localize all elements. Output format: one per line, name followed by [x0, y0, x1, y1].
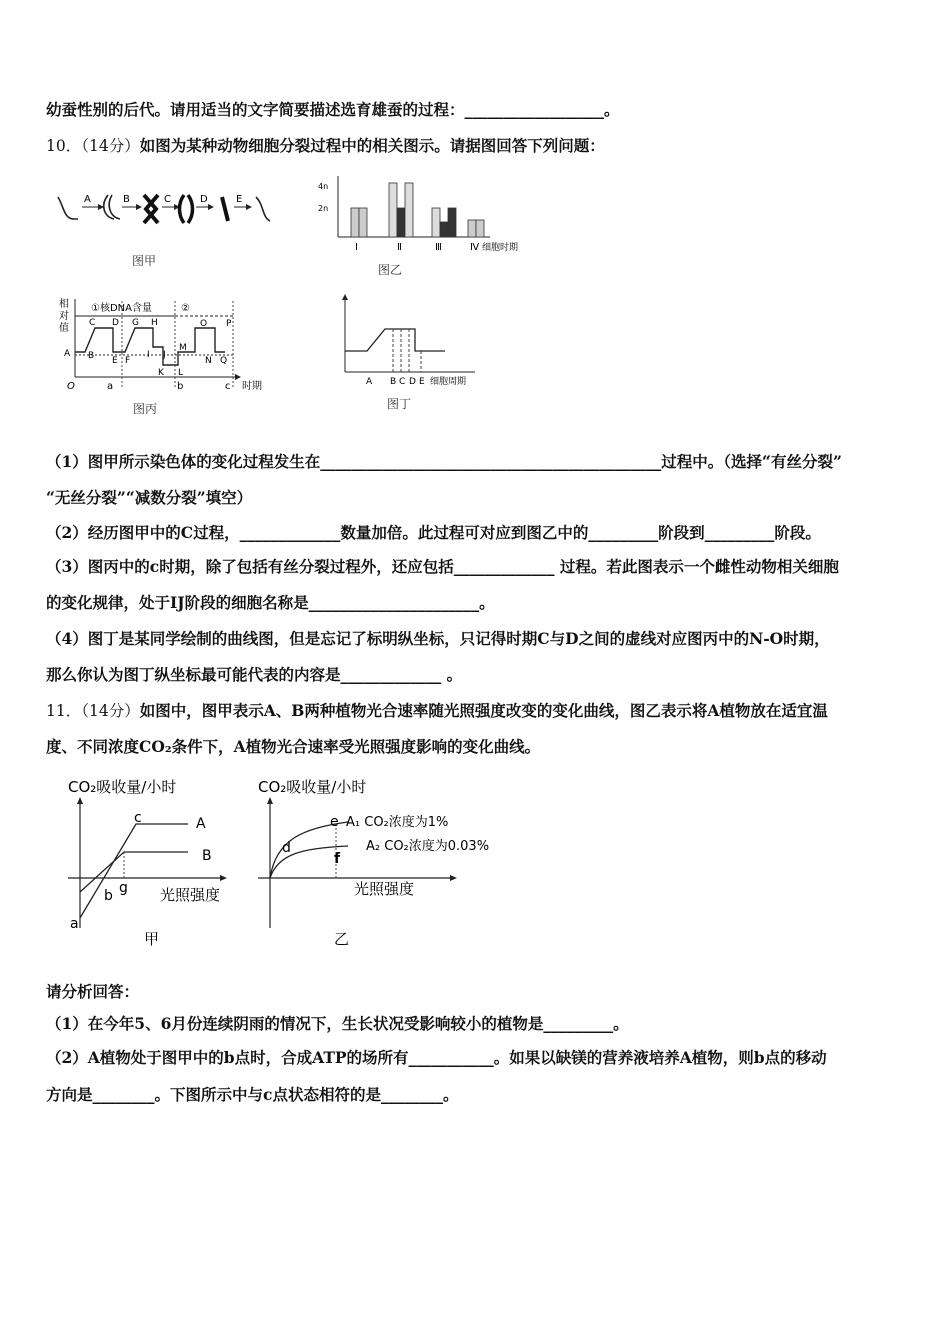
bing-x-o: O [67, 381, 75, 392]
q10-sub4-b: 那么你认为图丁纵坐标最可能代表的内容是_____________ 。 [46, 665, 463, 684]
q11-jia-caption: 甲 [144, 930, 160, 948]
yi-cat-4: Ⅳ [470, 242, 480, 253]
q10-stem: 如图为某种动物细胞分裂过程中的相关图示。请据图回答下列问题： [139, 136, 605, 155]
yi-bar-iii-1 [432, 208, 440, 237]
q10-fig-ding [335, 290, 485, 415]
bing-pt-m: M [179, 343, 187, 353]
bing-pt-h: H [151, 318, 158, 328]
yi-tick-2n: 2n [318, 204, 329, 213]
bing-part1: ①核DNA含量 [91, 303, 152, 314]
bing-pt-a: A [64, 349, 71, 359]
q11-yi-curve1: A₁ CO₂浓度为1% [346, 815, 449, 830]
yi-tick-4n: 4n [318, 182, 329, 191]
q10-score: （14分） [81, 137, 140, 155]
bing-x-b: b [177, 381, 184, 392]
q10-sub1-b: “无丝分裂”“减数分裂”填空） [46, 488, 253, 507]
bing-pt-c: C [89, 318, 96, 328]
yi-bar-iv-1 [468, 220, 476, 237]
q11-yi-y-label: CO₂吸收量/小时 [258, 778, 367, 796]
yi-cat-2: Ⅱ [397, 242, 402, 253]
q10-sub3-a: （3）图丙中的c时期，除了包括有丝分裂过程外，还应包括_____________ 过程。若此图表示一个雌性动物相关细胞 [46, 557, 839, 576]
bing-x-label: 时期 [242, 381, 262, 392]
q11-yi-curve2: A₂ CO₂浓度为0.03% [366, 839, 490, 854]
q11-score: （14分） [81, 702, 140, 720]
q11-yi-pt-f: f [334, 851, 341, 867]
q11-fig-jia [62, 770, 252, 955]
bing-pt-e: E [112, 356, 118, 366]
jia-caption: 图甲 [132, 254, 157, 268]
yi-caption: 图乙 [378, 263, 403, 277]
q11-sub1: （1）在今年5、6月份连续阴雨的情况下，生长状况受影响较小的植物是_________。 [46, 1014, 629, 1033]
yi-bar-iii-3 [448, 208, 456, 237]
bing-y-1: 相 [59, 299, 69, 310]
bing-pt-f: F [125, 356, 131, 366]
q11-jia-pt-c: c [134, 810, 142, 826]
bing-y-3: 值 [59, 323, 69, 334]
yi-bar-ii-2 [397, 208, 405, 237]
q10-header [46, 135, 605, 157]
q10-sub3-b: 的变化规律，处于IJ阶段的细胞名称是______________________。 [46, 593, 495, 612]
q11-jia-pt-b: b [104, 888, 113, 904]
yi-bar-iv-2 [476, 220, 484, 237]
bing-pt-o: O [200, 319, 208, 329]
q11-yi-x-label: 光照强度 [354, 880, 415, 898]
intro-line: 幼蚕性别的后代。请用适当的文字简要描述选育雄蚕的过程：__________________。 [46, 100, 620, 119]
q11-prompt: 请分析回答： [46, 982, 140, 1001]
yi-bar-ii-3 [405, 183, 413, 237]
bing-pt-q: Q [220, 356, 228, 366]
yi-bar-i-2 [359, 208, 367, 237]
bing-pt-d: D [112, 318, 119, 328]
bing-pt-j: J [163, 350, 166, 360]
bing-caption: 图丙 [133, 402, 158, 416]
q10-fig-jia [50, 185, 275, 270]
bing-pt-l: L [178, 368, 184, 378]
jia-label-e: E [236, 194, 243, 205]
q11-jia-y-label: CO₂吸收量/小时 [68, 778, 177, 796]
jia-label-d: D [200, 194, 208, 205]
yi-bar-iii-2 [440, 222, 448, 237]
q11-jia-pt-g: g [119, 880, 128, 896]
q11-jia-pt-a: a [70, 916, 79, 932]
yi-cat-3: Ⅲ [435, 242, 442, 253]
q10-sub4-a: （4）图丁是某同学绘制的曲线图，但是忘记了标明纵坐标，只记得时期C与D之间的虚线对应图丙中的N-O时期， [46, 629, 830, 648]
q11-yi-pt-d: d [282, 840, 291, 856]
bing-y-2: 对 [59, 311, 69, 322]
yi-bar-ii-1 [389, 183, 397, 237]
jia-label-b: B [123, 194, 130, 205]
bing-pt-i: I [147, 350, 150, 360]
q10-number: 10． [46, 137, 82, 155]
yi-cat-1: Ⅰ [355, 242, 358, 253]
ding-x-a: A [366, 377, 373, 387]
bing-pt-p: P [226, 319, 232, 329]
q11-yi-pt-e: e [330, 814, 339, 830]
q11-yi-caption: 乙 [334, 930, 350, 948]
q11-header [46, 700, 828, 722]
ding-x-b: B [390, 377, 397, 387]
ding-x-c: C [399, 377, 406, 387]
q10-sub1-a: （1）图甲所示染色体的变化过程发生在____________________________________________过程中。（选择“有丝分裂” [46, 452, 842, 471]
jia-label-a: A [84, 194, 91, 205]
jia-label-c: C [164, 194, 171, 205]
q11-jia-curve-a: A [196, 816, 206, 832]
q11-stem-b: 度、不同浓度CO₂条件下，A植物光合速率受光照强度影响的变化曲线。 [46, 737, 541, 756]
bing-x-a: a [107, 381, 114, 392]
bing-pt-n: N [205, 356, 212, 366]
q10-fig-bing [55, 295, 280, 420]
ding-caption: 图丁 [387, 397, 412, 411]
q11-jia-x-label: 光照强度 [160, 886, 221, 904]
bing-part2: ② [181, 303, 190, 314]
yi-bar-i-1 [351, 208, 359, 237]
bing-x-c: c [225, 381, 231, 392]
ding-x-e: E [419, 377, 425, 387]
bing-pt-b: B [88, 351, 95, 361]
q11-sub2-a: （2）A植物处于图甲中的b点时，合成ATP的场所有___________。如果以缺镁的营养液培养A植物，则b点的移动 [46, 1048, 827, 1067]
q10-fig-yi [310, 170, 535, 280]
yi-x-label: 细胞时期 [482, 243, 519, 253]
bing-pt-k: K [158, 368, 164, 378]
q11-fig-yi [252, 770, 542, 955]
q11-jia-curve-b: B [202, 848, 212, 864]
q11-number: 11． [46, 702, 82, 720]
q10-sub2: （2）经历图甲中的C过程，_____________数量加倍。此过程可对应到图乙中的_________阶段到_________阶段。 [46, 523, 821, 542]
q11-stem-a: 如图中，图甲表示A、B两种植物光合速率随光照强度改变的变化曲线，图乙表示将A植物放在适宜温 [139, 701, 828, 720]
ding-x-label: 细胞周期 [430, 377, 467, 387]
q11-sub2-b: 方向是________。下图所示中与c点状态相符的是________。 [46, 1085, 459, 1104]
bing-pt-g: G [132, 318, 139, 328]
ding-x-d: D [409, 377, 416, 387]
